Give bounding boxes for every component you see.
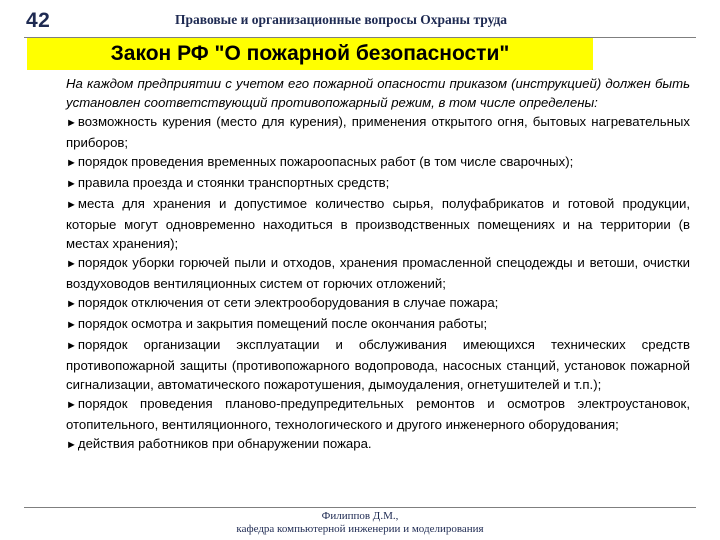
slide-number: 42: [26, 9, 51, 32]
intro-paragraph: На каждом предприятии с учетом его пожарной опасности приказом (инструкцией) должен быть установлен соответствующий противопожарный режим, в том числе определены:: [66, 76, 690, 110]
list-item: [66, 335, 690, 394]
bullet-arrow-icon: ►: [66, 258, 77, 270]
list-item-text: порядок организации эксплуатации и обслуживания имеющихся технических средств противопожарной защиты (противопожарного водопровода, насосных станций, установок пожарной сигнализации, автоматического пожаротушения, дымоудаления, огнетушителей и т.п.);: [66, 337, 690, 392]
list-item-text: места для хранения и допустимое количество сырья, полуфабрикатов и готовой продукции, которые могут одновременно находиться в производственных помещениях и на территории (в местах хранения);: [66, 196, 690, 251]
law-title-banner: Закон РФ "О пожарной безопасности": [27, 38, 593, 70]
list-item-text: порядок проведения планово-предупредительных ремонтов и осмотров электроустановок, отопительного, вентиляционного, технологического и другого инженерного оборудования;: [66, 396, 690, 432]
requirements-list: [66, 112, 690, 455]
list-item: [66, 434, 690, 455]
header-title: Правовые и организационные вопросы Охраны труда: [175, 12, 508, 27]
bullet-arrow-icon: ►: [66, 157, 77, 169]
bullet-arrow-icon: ►: [66, 199, 77, 211]
bullet-arrow-icon: ►: [66, 399, 77, 411]
footer-department: кафедра компьютерной инженерии и моделирования: [236, 523, 484, 535]
footer-author: Филиппов Д.М.,: [321, 510, 399, 522]
list-item-text: порядок отключения от сети электрооборудования в случае пожара;: [77, 295, 499, 310]
slide-content: [66, 74, 690, 455]
list-item-text: правила проезда и стоянки транспортных средств;: [77, 175, 390, 190]
bottom-divider: [24, 507, 696, 508]
bullet-arrow-icon: ►: [66, 178, 77, 190]
list-item-text: действия работников при обнаружении пожара.: [77, 436, 372, 451]
list-item: [66, 173, 690, 194]
list-item: [66, 394, 690, 434]
list-item-text: порядок проведения временных пожароопасных работ (в том числе сварочных);: [77, 154, 574, 169]
list-item-text: порядок уборки горючей пыли и отходов, хранения промасленной спецодежды и ветоши, очистки воздуховодов вентиляционных систем от горючих отложений;: [66, 255, 690, 291]
bullet-arrow-icon: ►: [66, 298, 77, 310]
list-item: [66, 253, 690, 293]
bullet-arrow-icon: ►: [66, 340, 77, 352]
list-item: [66, 194, 690, 253]
bullet-arrow-icon: ►: [66, 319, 77, 331]
footer: [0, 510, 720, 536]
list-item-text: возможность курения (место для курения), применения открытого огня, бытовых нагревательных приборов;: [66, 114, 690, 150]
list-item: [66, 314, 690, 335]
list-item: [66, 152, 690, 173]
list-item: [66, 293, 690, 314]
list-item: [66, 112, 690, 152]
bullet-arrow-icon: ►: [66, 117, 77, 129]
bullet-arrow-icon: ►: [66, 439, 77, 451]
list-item-text: порядок осмотра и закрытия помещений после окончания работы;: [77, 316, 488, 331]
